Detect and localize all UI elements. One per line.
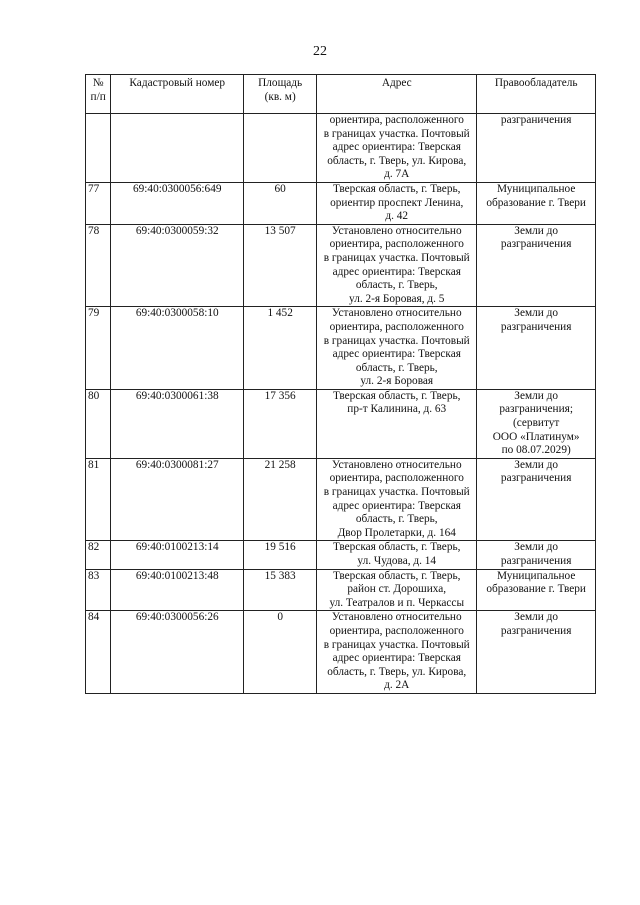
address-line: ул. 2-я Боровая [360, 375, 434, 388]
owner-line: ООО «Платинум» [492, 430, 580, 443]
cadastral-number: 69:40:0100213:14 [135, 541, 219, 554]
table-row [86, 611, 596, 694]
address-line: в границах участка. Почтовый [323, 127, 470, 140]
header-owner-line: Правообладатель [494, 77, 578, 89]
row-number-cell [86, 114, 111, 183]
area-value: 1 452 [267, 307, 293, 320]
row-number: 84 [88, 611, 100, 624]
row-number-cell [86, 389, 111, 458]
address-line: адрес ориентира: Тверская [332, 348, 461, 361]
owner-line: разграничения [500, 472, 572, 485]
area-cell [244, 389, 317, 458]
table-row [86, 569, 596, 611]
owner-line: образование г. Твери [486, 583, 586, 596]
table-body [86, 114, 596, 694]
address-cell [317, 569, 477, 611]
header-number-line: № [92, 77, 104, 89]
area-cell [244, 182, 317, 224]
area-value: 17 356 [264, 389, 296, 402]
header-address-line: Адрес [381, 77, 412, 89]
owner-cell [477, 307, 596, 390]
table-row [86, 224, 596, 307]
header-cadastral-number [111, 75, 244, 114]
row-number: 78 [88, 224, 100, 237]
address-line: ул. Театралов и п. Черкассы [329, 596, 465, 609]
address-line: ул. 2-я Боровая, д. 5 [349, 292, 445, 305]
cadastral-number-cell [111, 307, 244, 390]
header-area-line: Площадь [258, 77, 303, 89]
header-number-line: п/п [90, 90, 106, 103]
row-number: 79 [88, 307, 100, 320]
address-cell [317, 182, 477, 224]
row-number-cell [86, 182, 111, 224]
owner-line: Муниципальное [496, 569, 576, 582]
area-value: 19 516 [264, 541, 296, 554]
address-line: в границах участка. Почтовый [323, 486, 470, 499]
owner-line: разграничения [500, 114, 572, 126]
area-value: 15 383 [264, 569, 296, 582]
address-line: ориентира, расположенного [329, 320, 464, 333]
address-line: Установлено относительно [331, 458, 462, 471]
row-number-cell [86, 224, 111, 307]
owner-line: по 08.07.2029) [501, 444, 571, 457]
header-area-line: (кв. м) [264, 90, 296, 103]
address-line: область, г. Тверь, [355, 513, 438, 526]
table-row [86, 307, 596, 390]
address-line: Двор Пролетарки, д. 164 [337, 526, 456, 539]
table-row [86, 389, 596, 458]
cadastral-number: 69:40:0100213:48 [135, 569, 219, 582]
cadastral-number-cell [111, 389, 244, 458]
owner-line: Земли до [514, 458, 559, 471]
row-number-cell [86, 569, 111, 611]
header-address [317, 75, 477, 114]
cadastral-number-cell [111, 541, 244, 569]
table-row [86, 458, 596, 541]
owner-line: разграничения [500, 624, 572, 637]
owner-cell [477, 611, 596, 694]
address-line: д. 42 [385, 210, 409, 223]
address-cell [317, 611, 477, 694]
area-value: 60 [274, 182, 286, 195]
area-value: 13 507 [264, 224, 296, 237]
address-line: Тверская область, г. Тверь, [333, 569, 461, 582]
cadastral-number-cell [111, 182, 244, 224]
address-line: адрес ориентира: Тверская [332, 141, 461, 154]
address-line: в границах участка. Почтовый [323, 251, 470, 264]
row-number: 80 [88, 389, 100, 402]
area-cell [244, 307, 317, 390]
address-line: район ст. Дорошиха, [347, 583, 447, 596]
row-number: 77 [88, 182, 100, 195]
page-number: 22 [313, 44, 327, 59]
address-line: Тверская область, г. Тверь, [333, 182, 461, 195]
owner-line: разграничения; [499, 403, 573, 416]
header-number [86, 75, 111, 114]
address-line: адрес ориентира: Тверская [332, 652, 461, 665]
row-number: 81 [88, 458, 100, 471]
row-number: 82 [88, 541, 100, 554]
address-line: д. 2А [384, 679, 410, 692]
owner-line: разграничения [500, 320, 572, 333]
cadastral-number-cell [111, 611, 244, 694]
row-number-cell [86, 458, 111, 541]
owner-line: образование г. Твери [486, 196, 586, 209]
address-line: в границах участка. Почтовый [323, 334, 470, 347]
table-header-row [86, 75, 596, 114]
row-number-cell [86, 307, 111, 390]
owner-line: Земли до [514, 224, 559, 237]
area-cell [244, 611, 317, 694]
owner-cell [477, 541, 596, 569]
address-line: адрес ориентира: Тверская [332, 265, 461, 278]
address-cell [317, 389, 477, 458]
address-cell [317, 307, 477, 390]
row-number: 83 [88, 569, 100, 582]
address-line: Тверская область, г. Тверь, [333, 389, 461, 402]
address-line: ул. Чудова, д. 14 [357, 555, 437, 567]
address-cell [317, 114, 477, 183]
cadastral-number: 69:40:0300056:26 [135, 611, 219, 624]
area-value: 0 [277, 611, 283, 624]
cadastral-number: 69:40:0300081:27 [135, 458, 219, 471]
land-plots-table [85, 74, 596, 694]
area-cell [244, 569, 317, 611]
owner-line: разграничения [500, 555, 572, 567]
address-line: пр-т Калинина, д. 63 [347, 403, 447, 416]
owner-cell [477, 458, 596, 541]
row-number-cell [86, 541, 111, 569]
address-cell [317, 458, 477, 541]
owner-line: Муниципальное [496, 182, 576, 195]
row-number-cell [86, 611, 111, 694]
address-line: область, г. Тверь, ул. Кирова, [327, 154, 467, 167]
owner-line: Земли до [514, 389, 559, 402]
address-line: в границах участка. Почтовый [323, 638, 470, 651]
cadastral-number-cell [111, 114, 244, 183]
cadastral-number-cell [111, 569, 244, 611]
address-line: Установлено относительно [331, 307, 462, 320]
area-value: 21 258 [264, 458, 296, 471]
cadastral-number-cell [111, 224, 244, 307]
address-line: область, г. Тверь, ул. Кирова, [327, 665, 467, 678]
cadastral-number: 69:40:0300058:10 [135, 307, 219, 320]
address-line: Установлено относительно [331, 611, 462, 624]
owner-line: Земли до [514, 307, 559, 320]
header-owner [477, 75, 596, 114]
owner-cell [477, 224, 596, 307]
owner-line: Земли до [514, 541, 559, 554]
owner-cell [477, 182, 596, 224]
area-cell [244, 458, 317, 541]
address-cell [317, 224, 477, 307]
table-row [86, 114, 596, 183]
owner-line: разграничения [500, 238, 572, 251]
address-line: ориентира, расположенного [329, 472, 464, 485]
address-line: Тверская область, г. Тверь, [333, 541, 461, 554]
area-cell [244, 114, 317, 183]
cadastral-number: 69:40:0300059:32 [135, 224, 219, 237]
table-row [86, 182, 596, 224]
address-cell [317, 541, 477, 569]
header-cadastral-line: Кадастровый номер [129, 77, 226, 89]
address-line: область, г. Тверь, [355, 279, 438, 292]
address-line: ориентира, расположенного [329, 238, 464, 251]
area-cell [244, 224, 317, 307]
address-line: область, г. Тверь, [355, 361, 438, 374]
address-line: Установлено относительно [331, 224, 462, 237]
owner-cell [477, 389, 596, 458]
table-row [86, 541, 596, 569]
address-line: ориентира, расположенного [329, 114, 464, 126]
area-cell [244, 541, 317, 569]
header-area [244, 75, 317, 114]
cadastral-number-cell [111, 458, 244, 541]
owner-cell [477, 569, 596, 611]
cadastral-number: 69:40:0300061:38 [135, 389, 219, 402]
owner-cell [477, 114, 596, 183]
cadastral-number: 69:40:0300056:649 [133, 182, 222, 195]
owner-line: Земли до [514, 611, 559, 624]
address-line: адрес ориентира: Тверская [332, 499, 461, 512]
owner-line: (сервитут [513, 417, 560, 430]
address-line: д. 7А [384, 168, 410, 181]
address-line: ориентир проспект Ленина, [330, 196, 464, 209]
address-line: ориентира, расположенного [329, 624, 464, 637]
